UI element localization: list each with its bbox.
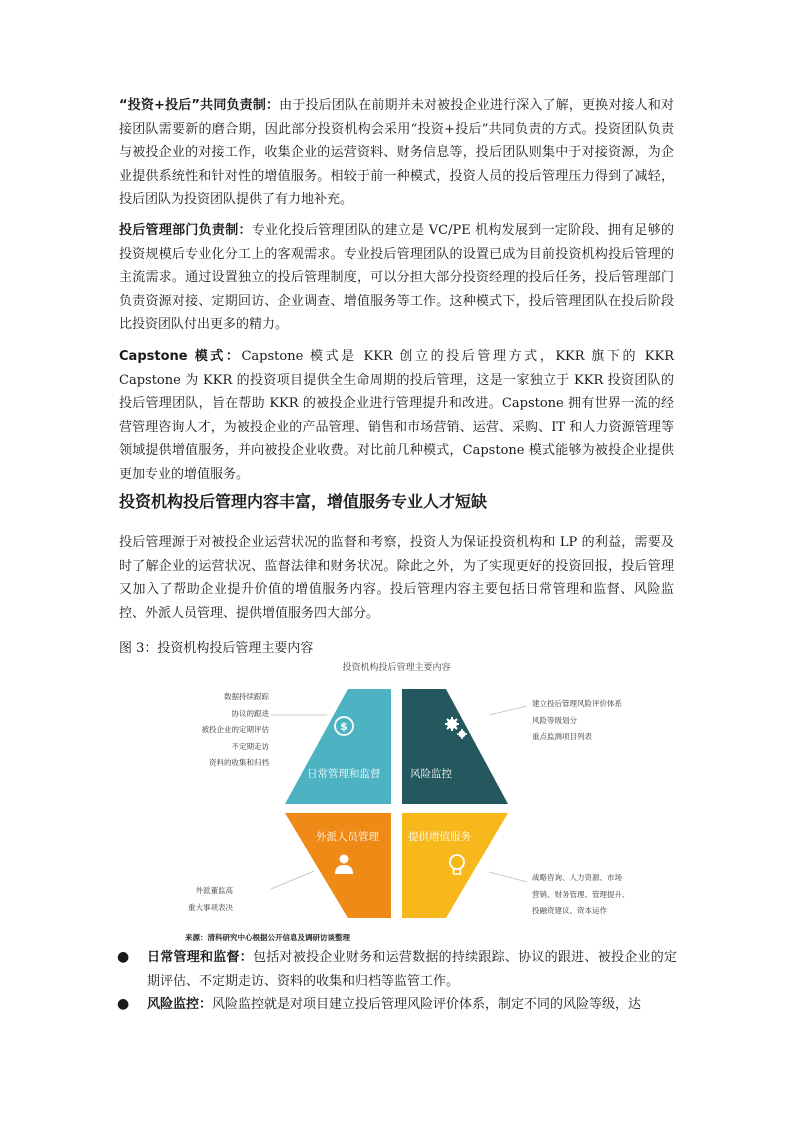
figure-source: 来源：清科研究中心根据公开信息及调研访谈整理 <box>185 933 350 942</box>
note-item: 数据持续跟踪 <box>224 692 269 701</box>
svg-text:$: $ <box>340 720 348 733</box>
notes-risk-monitoring <box>532 696 622 746</box>
bullet-title: 日常管理和监督： <box>147 950 254 965</box>
note-item: 投融资建议、资本运作 <box>532 906 607 915</box>
bullet-dot-icon: ● <box>117 949 130 965</box>
paragraph-body: 专业化投后管理团队的建立是 VC/PE 机构发展到一定阶段、拥有足够的投资规模后专业化分工上的客观需求。专业投后管理团队的设置已成为目前投资机构投后管理的主流需求。通过设置独立的投后管理制度，可以分担大部分投资经理的投后任务，投后管理部门负责资源对接、定期回访、企业调查、增值服务等工作。这种模式下，投后管理团队在投后阶段比投资团队付出更多的精力。 <box>119 223 674 333</box>
note-item: 协议的跟进 <box>231 708 269 718</box>
connector-bottom-left <box>271 871 314 889</box>
tile-label-staff: 外派人员管理 <box>316 831 379 843</box>
bullet-dot-icon: ● <box>117 996 130 1012</box>
tile-risk-monitoring <box>402 689 508 804</box>
note-item: 重大事项表决 <box>188 902 233 912</box>
tile-daily-management <box>285 689 391 804</box>
section-heading: 投资机构投后管理内容丰富，增值服务专业人才短缺 <box>119 492 488 511</box>
note-item: 风险等级划分 <box>532 715 577 725</box>
paragraph-title: Capstone 模式： <box>119 349 242 364</box>
paragraph-body: 投后管理源于对被投企业运营状况的监督和考察，投资人为保证投资机构和 LP 的利益，需要及时了解企业的运营状况、监督法律和财务状况。除此之外，为了实现更好的投资回报，投后管理又加入了帮助企业提升价值的增值服务内容。投后管理内容主要包括日常管理和监督、风险监控、外派人员管理、提供增值服务四大部分。 <box>119 535 674 621</box>
notes-daily-management <box>163 689 269 772</box>
bullet-risk-monitoring <box>117 993 677 1017</box>
tile-label-risk: 风险监控 <box>410 768 452 780</box>
paragraph-joint-responsibility <box>119 94 674 212</box>
notes-value-added-services <box>532 870 630 920</box>
paragraph-department-responsibility <box>119 219 674 337</box>
paragraph-capstone-model <box>119 345 674 487</box>
connector-bottom-right <box>489 872 527 882</box>
tile-label-value: 提供增值服务 <box>408 831 471 843</box>
notes-staff-management <box>163 883 233 916</box>
note-item: 重点监测项目列表 <box>532 732 592 741</box>
bullet-title: 风险监控： <box>147 997 213 1012</box>
figure-title: 投资机构投后管理主要内容 <box>342 663 451 673</box>
paragraph-overview <box>119 531 674 625</box>
connector-top-right <box>489 706 527 715</box>
paragraph-title: 投后管理部门负责制： <box>119 223 252 238</box>
note-item: 被投企业的定期评估 <box>201 725 269 734</box>
paragraph-title: “投资+投后”共同负责制： <box>119 98 280 113</box>
figure-caption: 图 3：投资机构投后管理主要内容 <box>119 641 314 656</box>
note-item: 建立投后管理风险评价体系 <box>532 699 622 708</box>
bullet-body: 风险监控就是对项目建立投后管理风险评价体系，制定不同的风险等级，达 <box>212 997 642 1012</box>
note-item: 外派董监高 <box>195 886 233 895</box>
tile-label-daily: 日常管理和监督 <box>307 768 381 780</box>
note-item: 资料的收集和归档 <box>209 758 269 767</box>
paragraph-body: 由于投后团队在前期并未对被投企业进行深入了解，更换对接人和对接团队需要新的磨合期，因此部分投资机构会采用“投资+投后”共同负责的方式。投资团队负责与被投企业的对接工作，收集企业的运营资料、财务信息等，投后团队则集中于对接资源，为企业提供系统性和针对性的增值服务。相较于前一种模式，投资人员的投后管理压力得到了减轻，投后团队为投资团队提供了有力地补充。 <box>119 98 674 208</box>
note-item: 战略咨询、人力资源、市场 <box>532 873 622 882</box>
figure-post-investment-content <box>119 656 674 946</box>
note-item: 不定期走访 <box>231 741 269 751</box>
bullet-daily-management <box>117 946 677 993</box>
note-item: 营销、财务管理、管理提升、 <box>532 889 630 899</box>
bullet-body: 包括对被投企业财务和运营数据的持续跟踪、协议的跟进、被投企业的定期评估、不定期走访、资料的收集和归档等监管工作。 <box>147 950 677 989</box>
paragraph-body: Capstone 模式是 KKR 创立的投后管理方式，KKR 旗下的 KKR Capstone 为 KKR 的投资项目提供全生命周期的投后管理，这是一家独立于 KKR 投资团队的投后管理团队，旨在帮助 KKR 的被投企业进行管理提升和改进。Capstone 拥有世界一流的经营管理咨询人才，为被投企业的产品管理、销售和市场营销、运营、采购、IT 和人力资源管理等领域提供增值服务，并向被投企业收费。对比前几种模式，Capstone 模式能够为被投企业提供更加专业的增值服务。 <box>119 349 674 482</box>
